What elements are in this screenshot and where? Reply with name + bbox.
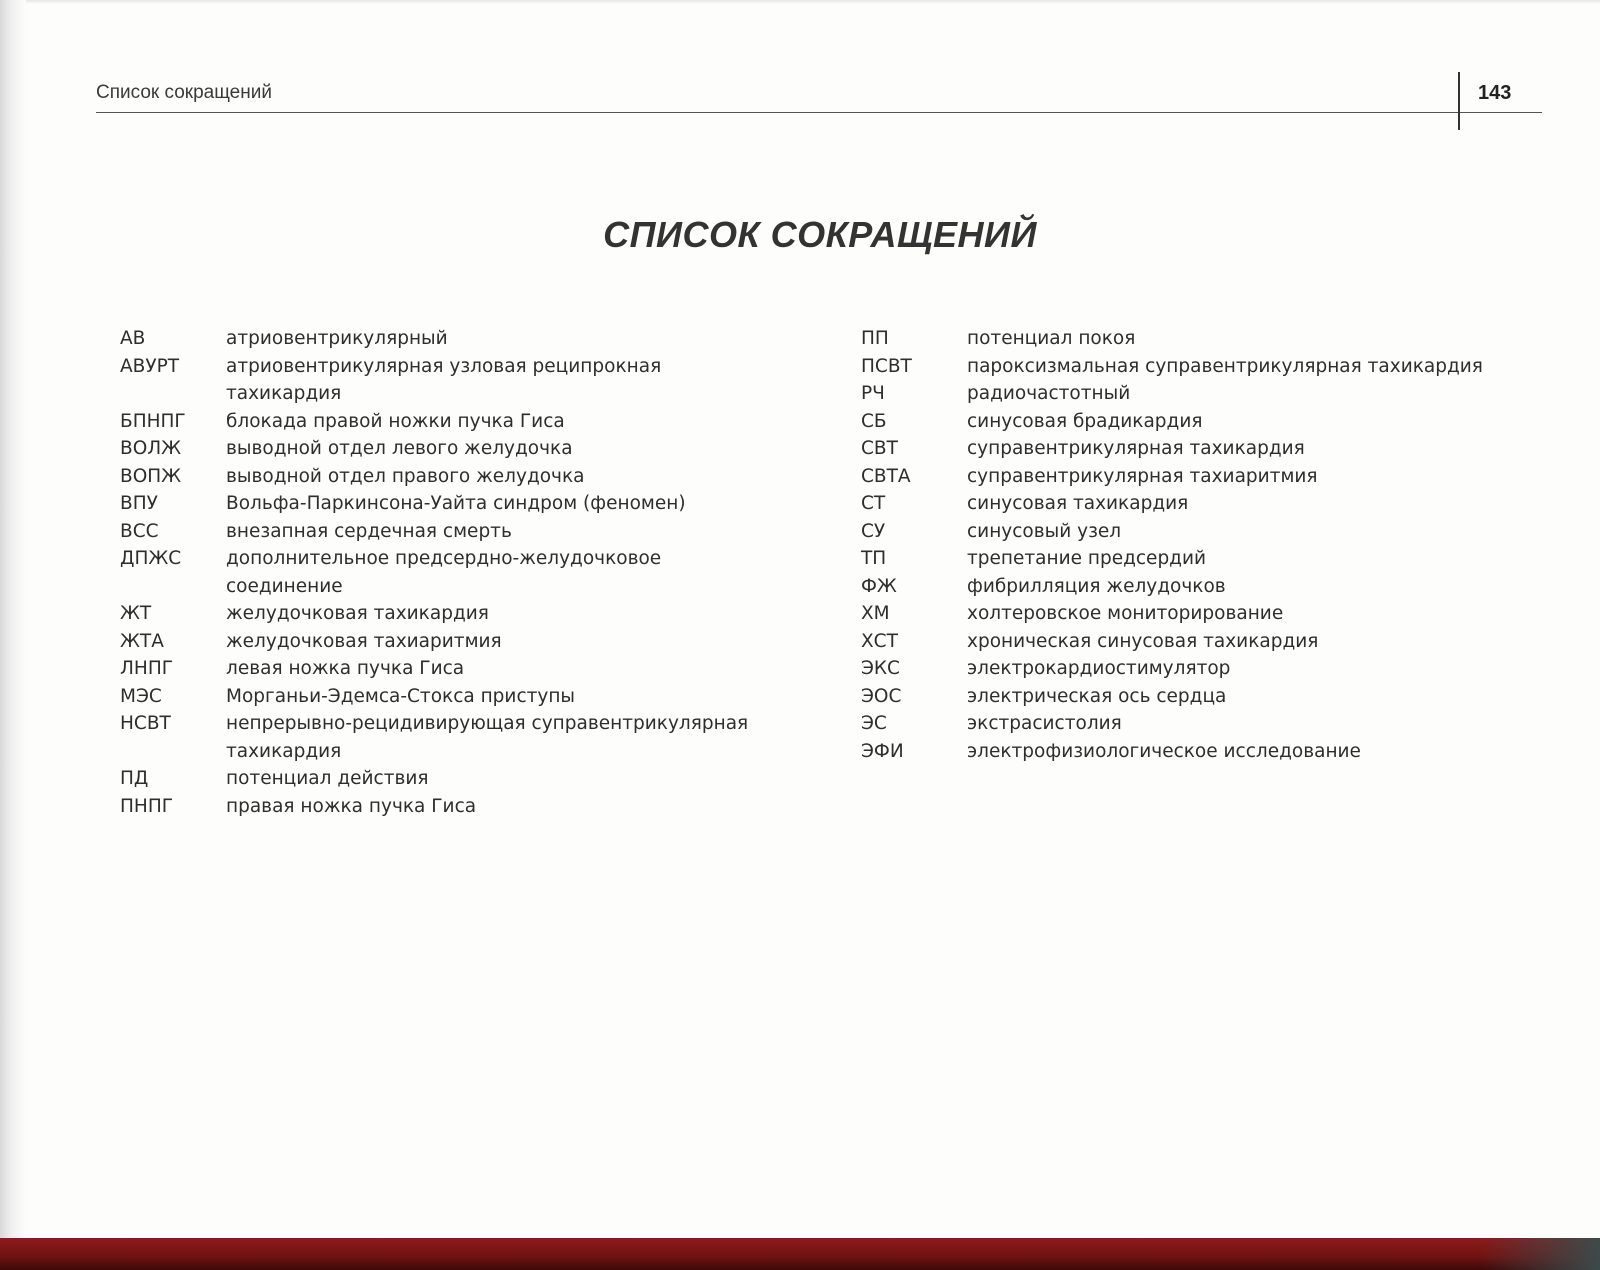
abbreviation: АВ [120,328,146,349]
header-rule [96,112,1542,113]
abbreviation: ХСТ [861,630,898,652]
abbreviation-row [861,463,1561,491]
abbreviation: СБ [861,410,887,432]
page-number-divider [1458,72,1460,130]
abbreviation: СУ [861,520,886,542]
abbreviation-row [120,353,780,408]
abbreviation-row [120,545,780,600]
abbreviation: ВПУ [120,493,158,514]
page-top-edge [0,0,1600,4]
abbreviation: ВОПЖ [120,465,182,487]
abbreviation-row [861,490,1561,518]
abbreviation-row [861,325,1561,353]
abbreviation-row [120,490,780,518]
abbreviation-definition: непрерывно-рецидивирующая суправентрикулярная тахикардия [226,713,749,762]
abbreviation: ПНПГ [120,795,174,817]
book-cover-edge [0,1238,1600,1270]
abbreviations-left-column [120,325,780,820]
abbreviation-row [861,600,1561,628]
abbreviation-row [120,793,780,821]
abbreviation: ВОЛЖ [120,438,182,459]
abbreviation-definition: Морганьи-Эдемса-Стокса приступы [226,685,576,707]
page-binding-edge [0,0,26,1270]
abbreviation-definition: левая ножка пучка Гиса [226,658,465,679]
abbreviation-definition: правая ножка пучка Гиса [226,795,477,817]
abbreviation-definition: дополнительное предсердно-желудочковое соединение [226,548,662,597]
abbreviation: ЭОС [861,685,902,707]
abbreviation: ХМ [861,603,890,624]
abbreviation-row [120,463,780,491]
abbreviation-row [861,435,1561,463]
abbreviations-right-column [861,325,1561,765]
abbreviation-definition: блокада правой ножки пучка Гиса [226,410,565,432]
abbreviation: ЖТА [120,630,164,652]
abbreviation: МЭС [120,685,162,707]
abbreviation: ВСС [120,520,159,542]
abbreviation: ЭС [861,713,887,734]
abbreviation-row [861,380,1561,408]
abbreviation-definition: электрофизиологическое исследование [967,740,1361,762]
abbreviation: БПНПГ [120,410,186,432]
abbreviation-row [861,573,1561,601]
abbreviation-row [120,518,780,546]
abbreviation-row [120,408,780,436]
abbreviation-row [861,655,1561,683]
abbreviation-row [120,710,780,765]
abbreviation-definition: выводной отдел правого желудочка [226,465,585,487]
abbreviation-definition: хроническая синусовая тахикардия [967,630,1319,652]
abbreviation-definition: электрическая ось сердца [967,685,1227,707]
abbreviation-definition: внезапная сердечная смерть [226,520,512,542]
abbreviation-definition: атриовентрикулярный [226,328,448,349]
abbreviation-definition: желудочковая тахиаритмия [226,630,502,652]
abbreviation-definition: суправентрикулярная тахиаритмия [967,465,1318,487]
abbreviation: ПП [861,328,889,349]
abbreviation: РЧ [861,383,885,404]
abbreviation: ФЖ [861,575,897,597]
abbreviation-definition: синусовый узел [967,520,1122,542]
abbreviation-definition: желудочковая тахикардия [226,603,489,624]
abbreviation-row [861,353,1561,381]
abbreviation-row [861,710,1561,738]
abbreviation: СВТА [861,465,911,487]
abbreviation-row [861,545,1561,573]
page-number: 143 [1478,82,1512,104]
abbreviation: ПД [120,768,149,789]
abbreviation: ЖТ [120,603,152,624]
running-header-title: Список сокращений [96,82,272,103]
abbreviation-row [861,738,1561,766]
abbreviation-row [861,518,1561,546]
abbreviation: ПСВТ [861,355,912,377]
abbreviation: ДПЖС [120,548,182,569]
abbreviation-definition: электрокардиостимулятор [967,658,1231,679]
abbreviation-definition: трепетание предсердий [967,548,1207,569]
abbreviation: ТП [861,548,887,569]
abbreviation: НСВТ [120,713,171,734]
abbreviation-definition: холтеровское мониторирование [967,603,1284,624]
abbreviation-row [861,408,1561,436]
abbreviation: СВТ [861,438,898,459]
abbreviation: АВУРТ [120,355,180,377]
abbreviation-definition: экстрасистолия [967,713,1122,734]
abbreviation-definition: фибрилляция желудочков [967,575,1226,597]
abbreviation: СТ [861,493,886,514]
abbreviation-definition: радиочастотный [967,383,1131,404]
abbreviation-definition: синусовая тахикардия [967,493,1189,514]
abbreviation-definition: суправентрикулярная тахикардия [967,438,1305,459]
page-title: СПИСОК СОКРАЩЕНИЙ [603,214,1037,255]
abbreviation-row [861,683,1561,711]
abbreviation-definition: Вольфа-Паркинсона-Уайта синдром (феномен) [226,493,686,514]
abbreviation: ЭФИ [861,740,904,762]
abbreviation-definition: выводной отдел левого желудочка [226,438,573,459]
abbreviation-row [120,325,780,353]
abbreviation-definition: потенциал действия [226,768,429,789]
abbreviation-row [120,683,780,711]
book-cover-edge-shadow [1480,1238,1600,1270]
abbreviation: ЛНПГ [120,658,174,679]
abbreviation-definition: синусовая брадикардия [967,410,1203,432]
abbreviation-definition: потенциал покоя [967,328,1136,349]
abbreviation: ЭКС [861,658,900,679]
abbreviation-row [861,628,1561,656]
abbreviation-definition: пароксизмальная суправентрикулярная тахикардия [967,355,1483,377]
abbreviation-definition: атриовентрикулярная узловая реципрокная тахикардия [226,355,662,404]
abbreviation-row [120,655,780,683]
abbreviation-row [120,600,780,628]
abbreviation-row [120,765,780,793]
abbreviation-row [120,628,780,656]
abbreviation-row [120,435,780,463]
